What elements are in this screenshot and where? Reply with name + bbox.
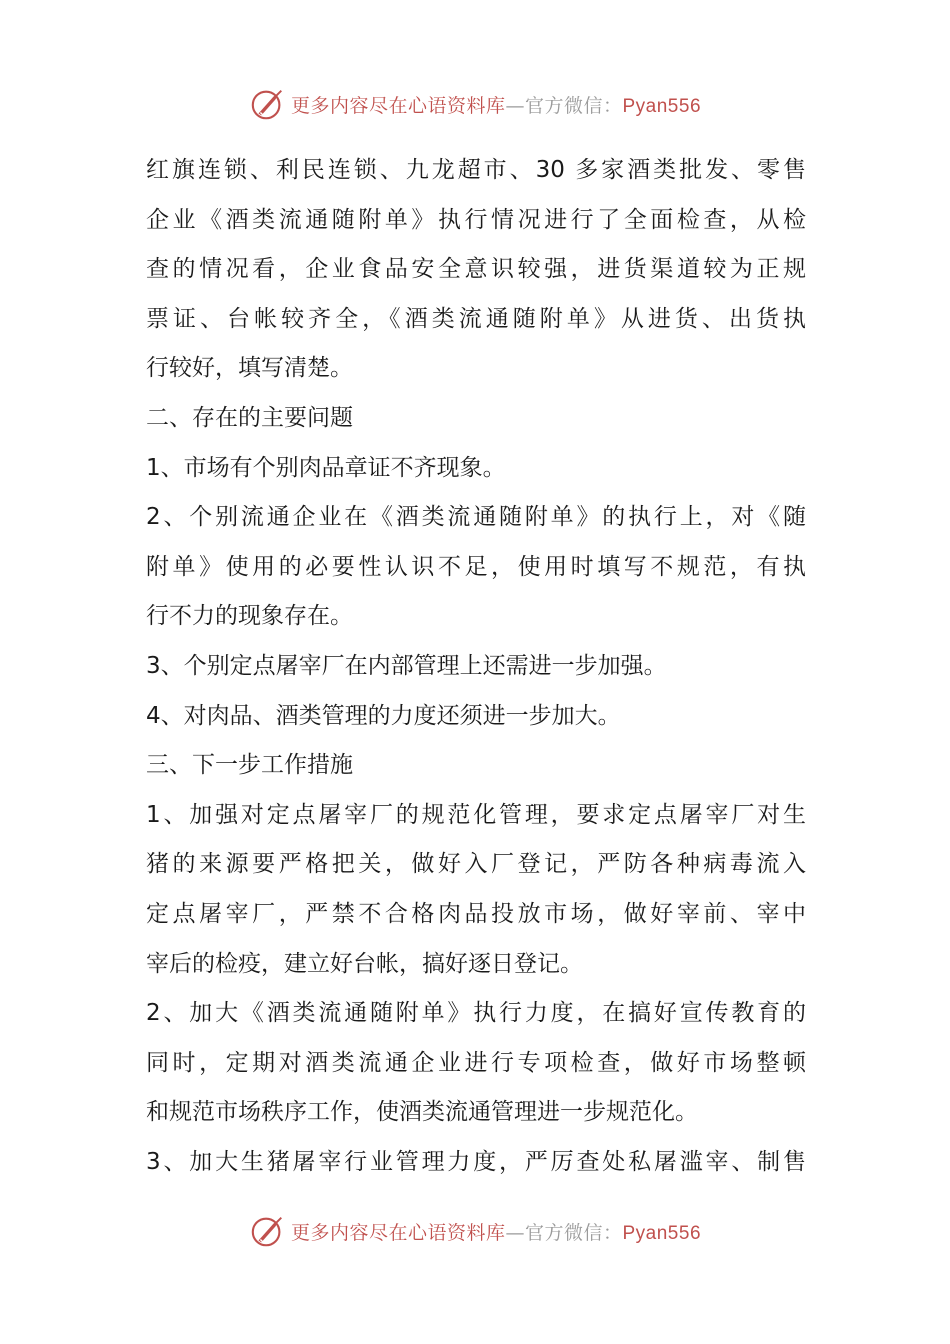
body-line: 3、加大生猪屠宰行业管理力度，严厉查处私屠滥宰、制售 xyxy=(146,1148,806,1175)
footer-banner xyxy=(0,1211,950,1251)
document-body xyxy=(146,146,806,1187)
body-line: 定点屠宰厂，严禁不合格肉品投放市场，做好宰前、宰中 xyxy=(146,900,806,927)
body-line: 4、对肉品、酒类管理的力度还须进一步加大。 xyxy=(146,702,621,729)
body-line: 3、个别定点屠宰厂在内部管理上还需进一步加强。 xyxy=(146,652,667,679)
header-banner-text xyxy=(291,91,701,118)
body-line: 票证、台帐较齐全，《酒类流通随附单》从进货、出货执 xyxy=(146,305,806,332)
pen-logo-icon xyxy=(249,85,287,123)
body-line: 2、加大《酒类流通随附单》执行力度，在搞好宣传教育的 xyxy=(146,1000,806,1027)
body-line: 1、市场有个别肉品章证不齐现象。 xyxy=(146,454,506,481)
body-line: 宰后的检疫，建立好台帐，搞好逐日登记。 xyxy=(146,950,583,977)
body-line: 企业《酒类流通随附单》执行情况进行了全面检查，从检 xyxy=(146,206,806,233)
pen-logo-icon xyxy=(249,1212,287,1250)
section-heading: 二、存在的主要问题 xyxy=(146,404,353,431)
header-banner xyxy=(0,84,950,124)
section-heading: 三、下一步工作措施 xyxy=(146,752,353,779)
header-banner-code: Pyan556 xyxy=(622,95,702,117)
body-line: 1、加强对定点屠宰厂的规范化管理，要求定点屠宰厂对生 xyxy=(146,801,806,828)
body-line: 附单》使用的必要性认识不足，使用时填写不规范，有执 xyxy=(146,553,806,580)
body-line: 2、个别流通企业在《酒类流通随附单》的执行上，对《随 xyxy=(146,504,806,531)
body-line: 猪的来源要严格把关，做好入厂登记，严防各种病毒流入 xyxy=(146,851,806,878)
body-line: 行不力的现象存在。 xyxy=(146,603,353,630)
footer-banner-main: 更多内容尽在心语资料库 xyxy=(290,1221,506,1244)
body-line: 查的情况看，企业食品安全意识较强，进货渠道较为正规 xyxy=(146,256,806,283)
body-line: 同时，定期对酒类流通企业进行专项检查，做好市场整顿 xyxy=(146,1049,806,1076)
body-line: 红旗连锁、利民连锁、九龙超市、30 多家酒类批发、零售 xyxy=(146,157,806,183)
header-banner-main: 更多内容尽在心语资料库 xyxy=(290,94,506,117)
footer-banner-text xyxy=(291,1218,701,1245)
footer-banner-code: Pyan556 xyxy=(622,1222,702,1244)
body-line: 和规范市场秩序工作，使酒类流通管理进一步规范化。 xyxy=(146,1099,698,1126)
footer-banner-rest: —官方微信： xyxy=(505,1221,623,1244)
header-banner-rest: —官方微信： xyxy=(505,94,623,117)
body-line: 行较好，填写清楚。 xyxy=(146,355,353,382)
